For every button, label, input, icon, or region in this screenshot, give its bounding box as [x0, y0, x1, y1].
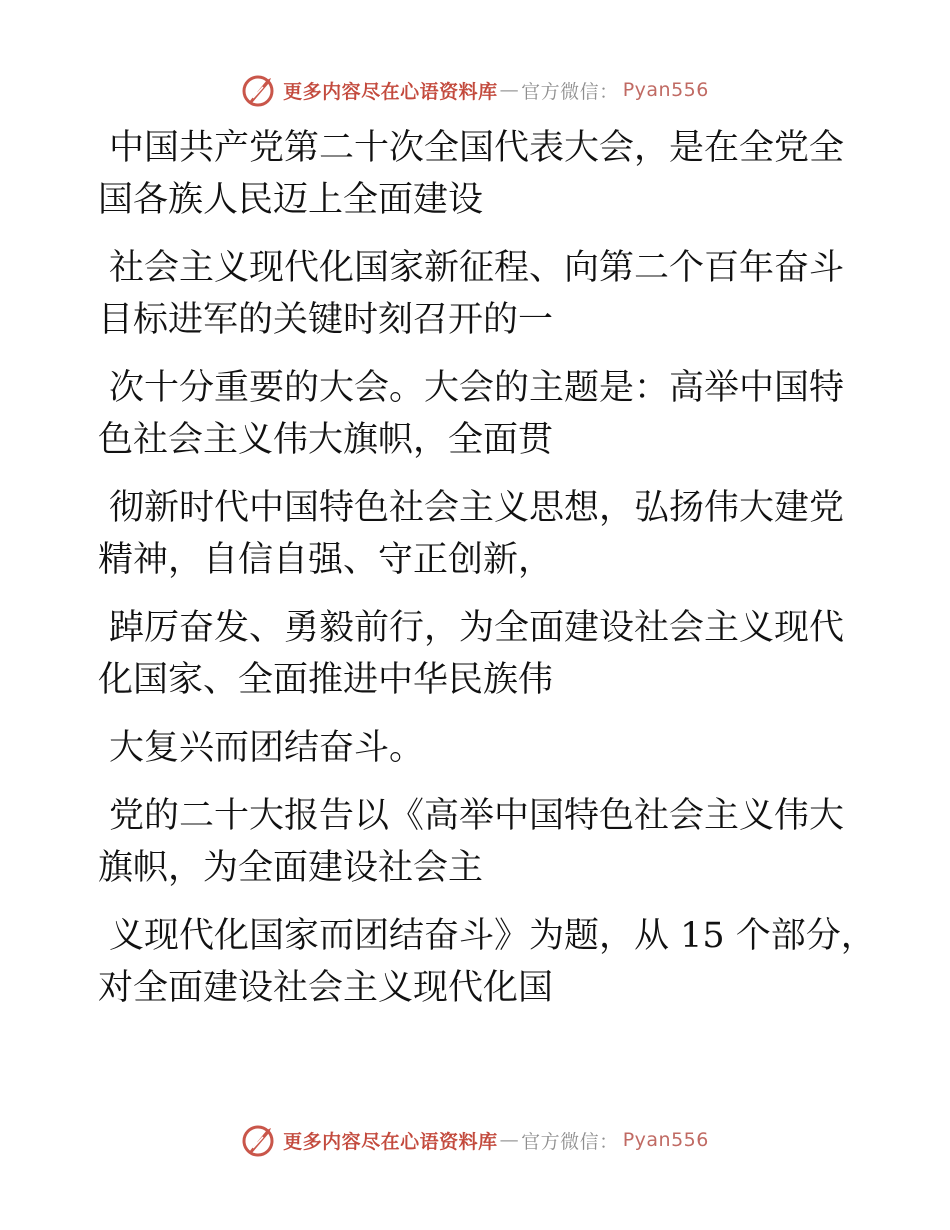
document-body: [98, 122, 876, 1030]
quill-pen-circle-icon: [241, 1122, 277, 1158]
watermark-text: [283, 1127, 709, 1154]
paragraph-line: 社会主义现代化国家新征程、向第二个百年奋斗: [109, 248, 845, 288]
paragraph: [98, 790, 845, 894]
paragraph-line: 目标进军的关键时刻召开的一: [98, 300, 554, 340]
watermark-brand: 更多内容尽在心语资料库: [283, 80, 498, 103]
paragraph-line: 党的二十大报告以《高举中国特色社会主义伟大: [109, 796, 845, 836]
paragraph-line: 大复兴而团结奋斗。: [109, 728, 425, 768]
watermark-text: [283, 77, 709, 104]
header-watermark: [0, 70, 950, 110]
watermark-brand: 更多内容尽在心语资料库: [283, 1130, 498, 1153]
paragraph: [98, 602, 845, 706]
watermark-wechat-id: Pyan556: [622, 1129, 709, 1151]
paragraph-line: 义现代化国家而团结奋斗》为题，从 15 个部分，: [109, 916, 876, 956]
paragraph: [98, 482, 845, 586]
paragraph: [98, 242, 845, 346]
watermark-wechat-id: Pyan556: [622, 79, 709, 101]
paragraph-line: 踔厉奋发、勇毅前行，为全面建设社会主义现代: [109, 608, 845, 648]
footer-watermark: [0, 1120, 950, 1160]
paragraph-line: 对全面建设社会主义现代化国: [98, 968, 554, 1008]
paragraph: [98, 722, 838, 774]
paragraph-line: 色社会主义伟大旗帜，全面贯: [98, 420, 554, 460]
watermark-dash: —: [499, 79, 520, 101]
paragraph-line: 精神，自信自强、守正创新，: [98, 540, 554, 580]
quill-pen-circle-icon: [241, 72, 277, 108]
paragraph-line: 化国家、全面推进中华民族伟: [98, 660, 554, 700]
paragraph: [98, 362, 845, 466]
paragraph: [98, 910, 876, 1014]
paragraph-line: 旗帜，为全面建设社会主: [98, 848, 484, 888]
watermark-official-label: 官方微信：: [521, 1130, 619, 1153]
paragraph-line: 次十分重要的大会。大会的主题是：高举中国特: [109, 368, 845, 408]
paragraph: [98, 122, 845, 226]
paragraph-line: 国各族人民迈上全面建设: [98, 180, 484, 220]
watermark-dash: —: [499, 1129, 520, 1151]
paragraph-line: 彻新时代中国特色社会主义思想，弘扬伟大建党: [109, 488, 845, 528]
paragraph-line: 中国共产党第二十次全国代表大会，是在全党全: [109, 128, 845, 168]
watermark-official-label: 官方微信：: [521, 80, 619, 103]
